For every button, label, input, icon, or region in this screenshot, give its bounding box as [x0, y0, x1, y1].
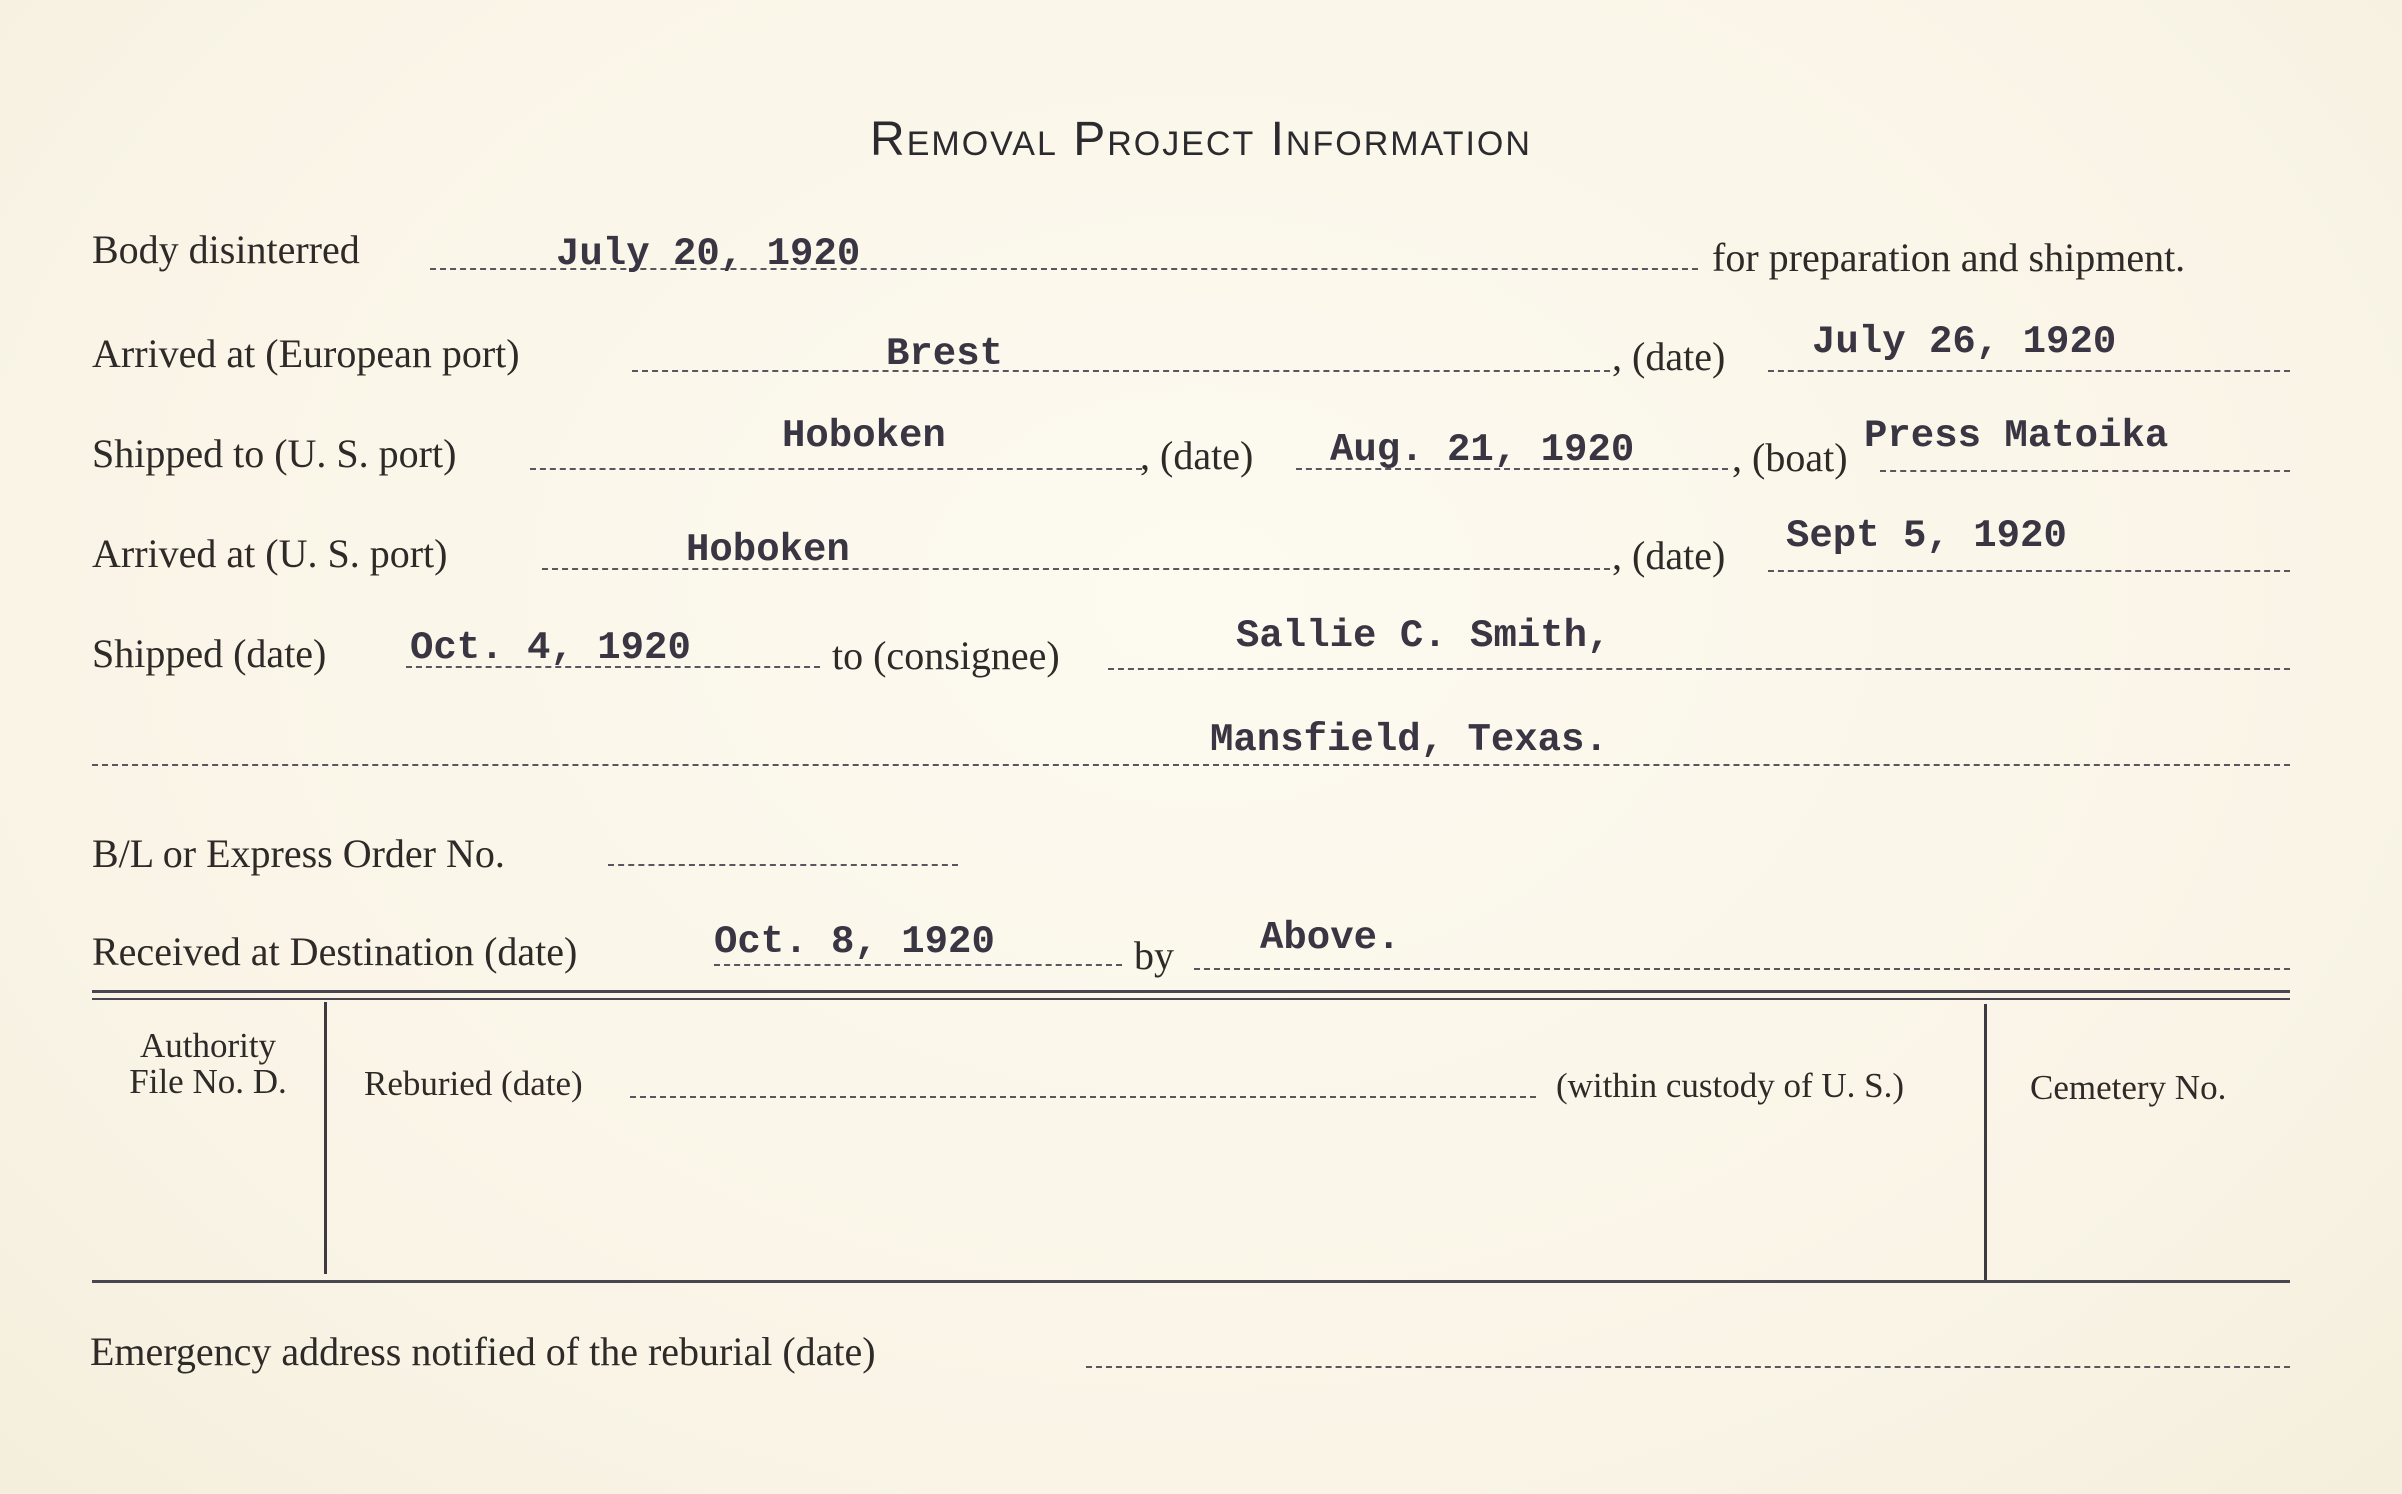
body-disinterred-value: July 20, 1920: [556, 232, 861, 276]
arrived-us-date-value: Sept 5, 1920: [1786, 514, 2067, 558]
reburied-label: Reburied (date): [364, 1064, 583, 1103]
received-value: Oct. 8, 1920: [714, 920, 995, 964]
consignee-label: to (consignee): [832, 633, 1060, 678]
shipped-date-value: Oct. 4, 1920: [410, 626, 691, 670]
shipped-us-date-label: , (date): [1140, 433, 1254, 478]
arrived-us-label: Arrived at (U. S. port): [92, 531, 448, 576]
shipped-us-date-value: Aug. 21, 1920: [1330, 428, 1635, 472]
arrived-us-value: Hoboken: [686, 528, 850, 572]
received-by-line: [1194, 968, 2290, 970]
table-top-rule-secondary: [92, 998, 2290, 1000]
consignee-value: Sallie C. Smith,: [1236, 614, 1611, 658]
reburied-line: [630, 1096, 1536, 1098]
emergency-label: Emergency address notified of the reburial (date): [90, 1329, 876, 1374]
cemetery-no-label: Cemetery No.: [2030, 1068, 2227, 1107]
body-disinterred-suffix: for preparation and shipment.: [1712, 235, 2186, 280]
arrived-european-date-line: [1768, 370, 2290, 372]
body-disinterred-label: Body disinterred: [92, 227, 360, 272]
shipped-us-boat-line: [1880, 470, 2290, 472]
table-divider-right: [1984, 1004, 1987, 1280]
arrived-european-date-label: , (date): [1612, 334, 1726, 379]
arrived-european-label: Arrived at (European port): [92, 331, 520, 376]
authority-file-label: [100, 1028, 316, 1100]
table-top-rule: [92, 990, 2290, 993]
authority-label-line1: Authority: [139, 1026, 277, 1065]
shipped-us-value: Hoboken: [782, 414, 946, 458]
arrived-european-value: Brest: [886, 332, 1004, 376]
shipped-us-line: [530, 468, 1142, 470]
authority-label-line2: File No. D.: [129, 1062, 287, 1101]
consignee-address-value: Mansfield, Texas.: [1210, 718, 1608, 762]
received-by-value: Above.: [1260, 916, 1401, 960]
arrived-us-date-line: [1768, 570, 2290, 572]
bl-order-line: [608, 864, 958, 866]
custody-label: (within custody of U. S.): [1556, 1066, 1905, 1105]
received-line: [714, 964, 1122, 966]
consignee-line: [1108, 668, 2290, 670]
shipped-date-label: Shipped (date): [92, 631, 327, 676]
address-line: [92, 764, 2290, 766]
card-title: Removal Project Information: [870, 113, 1532, 166]
emergency-line: [1086, 1366, 2290, 1368]
received-by-label: by: [1134, 933, 1174, 978]
table-bottom-rule: [92, 1280, 2290, 1283]
arrived-european-line: [632, 370, 1610, 372]
arrived-european-date-value: July 26, 1920: [1812, 320, 2117, 364]
arrived-us-date-label: , (date): [1612, 533, 1726, 578]
shipped-us-label: Shipped to (U. S. port): [92, 431, 457, 476]
bl-order-label: B/L or Express Order No.: [92, 831, 505, 876]
table-divider-left: [324, 1002, 327, 1274]
shipped-us-boat-value: Press Matoika: [1864, 414, 2169, 458]
received-label: Received at Destination (date): [92, 929, 578, 974]
shipped-us-boat-label: , (boat): [1732, 435, 1848, 480]
